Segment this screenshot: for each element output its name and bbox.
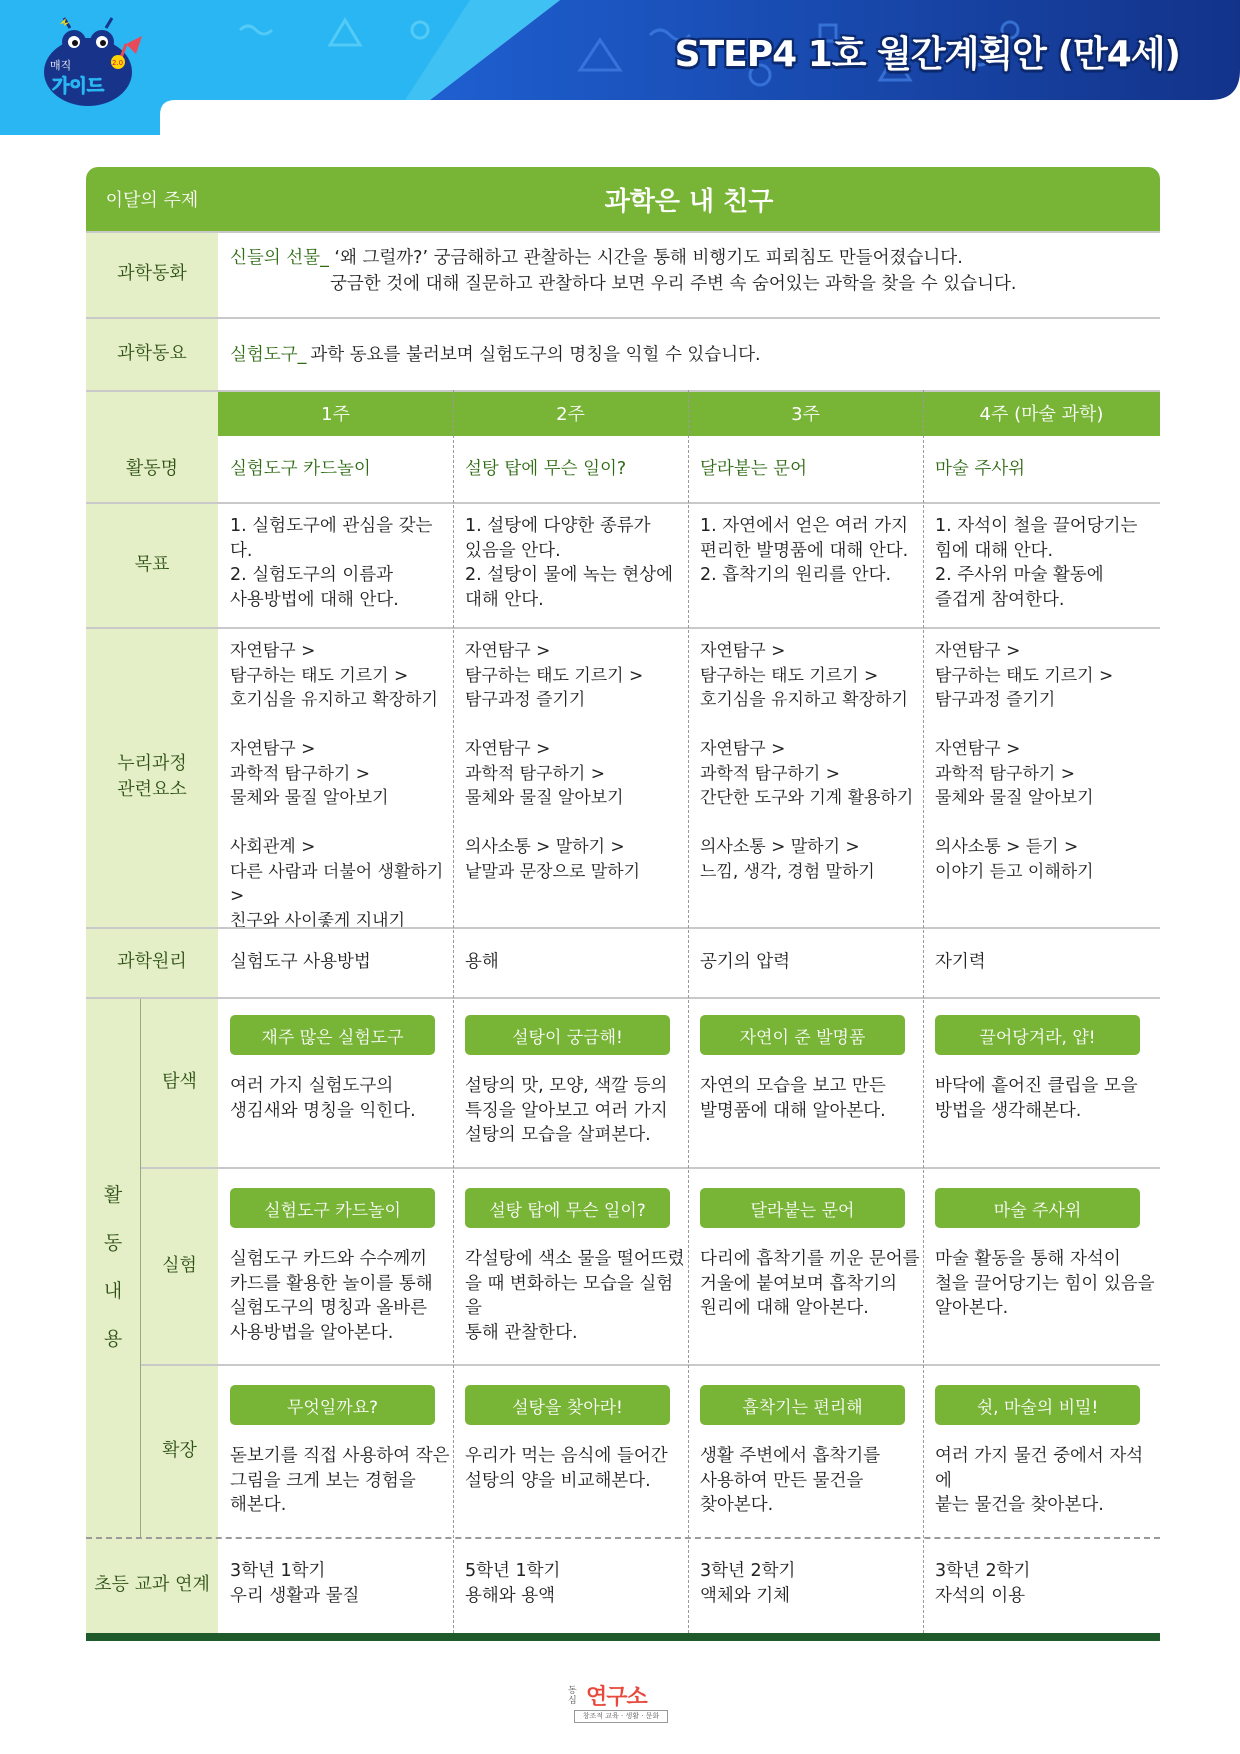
experiment-text-week-1: 실험도구 카드와 수수께끼 카드를 활용한 놀이를 통해 실험도구의 명칭과 올바른 사용방법을 알아본다. xyxy=(230,1249,433,1343)
story-line-1: ‘왜 그럴까?’ 궁금해하고 관찰하는 시간을 통해 비행기도 피뢰침도 만들어졌습니다. xyxy=(334,248,963,268)
column-divider xyxy=(923,390,924,1633)
experiment-title-week-4: 마술 주사위 xyxy=(935,1188,1140,1228)
nuri-week-2: 자연탐구 > 탐구하는 태도 기르기 > 탐구과정 즐기기 자연탐구 > 과학적 탐구하기 > 물체와 물질 알아보기 의사소통 > 말하기 > 낱말과 문장으로 말하기 xyxy=(465,641,644,882)
story-label: 과학동화 xyxy=(86,231,218,317)
activity-name-week-1: 실험도구 카드놀이 xyxy=(230,458,371,479)
theme-value: 과학은 내 친구 xyxy=(218,167,1160,231)
principle-week-4: 자기력 xyxy=(935,951,986,972)
column-divider xyxy=(453,390,454,1633)
week-4-header: 4주 (마술 과학) xyxy=(923,390,1160,436)
row-divider xyxy=(141,1167,1160,1169)
week-header-blank xyxy=(86,390,218,436)
explore-text-week-2: 설탕의 맛, 모양, 색깔 등의 특징을 알아보고 여러 가지 설탕의 모습을 살펴본다. xyxy=(465,1076,668,1145)
theme-label: 이달의 주제 xyxy=(86,167,218,231)
song-content xyxy=(218,317,1160,390)
experiment-title-week-3: 달라붙는 문어 xyxy=(700,1188,905,1228)
explore-title-week-4: 끌어당겨라, 얍! xyxy=(935,1015,1140,1055)
extension-text-week-3: 생활 주변에서 흡착기를 사용하여 만든 물건을 찾아본다. xyxy=(700,1446,881,1515)
activities-label-char-1: 활 xyxy=(103,1184,123,1206)
goal-week-3: 1. 자연에서 얻은 여러 가지 편리한 발명품에 대해 안다. 2. 흡착기의 원리를 안다. xyxy=(700,516,909,585)
nuri-week-4: 자연탐구 > 탐구하는 태도 기르기 > 탐구과정 즐기기 자연탐구 > 과학적 탐구하기 > 물체와 물질 알아보기 의사소통 > 듣기 > 이야기 듣고 이해하기 xyxy=(935,641,1114,882)
row-divider xyxy=(86,390,1160,392)
activities-label-char-2: 동 xyxy=(103,1232,123,1254)
curriculum-week-3: 3학년 2학기 액체와 기체 xyxy=(700,1561,796,1606)
nuri-label xyxy=(86,627,218,927)
curriculum-week-1: 3학년 1학기 우리 생활과 물질 xyxy=(230,1561,360,1606)
experiment-label: 실험 xyxy=(141,1167,218,1364)
goal-week-2: 1. 설탕에 다양한 종류가 있음을 안다. 2. 설탕이 물에 녹는 현상에 대해 안다. xyxy=(465,516,673,610)
experiment-text-week-2: 각설탕에 색소 물을 떨어뜨렸 을 때 변화하는 모습을 실험을 통해 관찰한다. xyxy=(465,1249,685,1343)
column-divider xyxy=(688,390,689,1633)
explore-text-week-4: 바닥에 흩어진 클립을 모을 방법을 생각해본다. xyxy=(935,1076,1138,1121)
extension-title-week-3: 흡착기는 편리해 xyxy=(700,1385,905,1425)
svg-text:2.0: 2.0 xyxy=(112,59,124,67)
publisher-logo xyxy=(568,1680,672,1730)
extension-title-week-4: 쉿, 마술의 비밀! xyxy=(935,1385,1140,1425)
song-label: 과학동요 xyxy=(86,317,218,390)
activity-name-label: 활동명 xyxy=(86,436,218,502)
goal-label: 목표 xyxy=(86,502,218,627)
week-2-header: 2주 xyxy=(453,390,688,436)
goal-week-1: 1. 실험도구에 관심을 갖는다. 2. 실험도구의 이름과 사용방법에 대해 안다. xyxy=(230,516,433,610)
page-title: STEP4 1호 월간계획안 (만4세) xyxy=(674,34,1180,75)
page-header xyxy=(0,0,1240,135)
experiment-title-week-1: 실험도구 카드놀이 xyxy=(230,1188,435,1228)
brand-tagline: 창조적 교육 · 생활 · 문화 xyxy=(574,1710,668,1723)
story-title: 신들의 선물_ xyxy=(230,248,329,268)
monthly-plan-table xyxy=(86,167,1160,1642)
explore-title-week-3: 자연이 준 발명품 xyxy=(700,1015,905,1055)
song-title: 실험도구_ xyxy=(230,345,307,365)
explore-text-week-1: 여러 가지 실험도구의 생김새와 명칭을 익힌다. xyxy=(230,1076,416,1121)
activities-label-char-3: 내 xyxy=(103,1280,123,1302)
row-divider xyxy=(86,231,1160,233)
row-divider xyxy=(86,502,1160,504)
activity-name-week-3: 달라붙는 문어 xyxy=(700,458,807,479)
activities-group-label xyxy=(86,997,140,1537)
principle-week-2: 용해 xyxy=(465,951,499,972)
song-text: 과학 동요를 불러보며 실험도구의 명칭을 익힐 수 있습니다. xyxy=(310,345,761,365)
extension-title-week-1: 무엇일까요? xyxy=(230,1385,435,1425)
nuri-week-1: 자연탐구 > 탐구하는 태도 기르기 > 호기심을 유지하고 확장하기 자연탐구 > 과학적 탐구하기 > 물체와 물질 알아보기 사회관계 > 다른 사람과 더불어 생활하기 > 친구와 사이좋게 지내기 xyxy=(230,641,444,931)
extension-text-week-2: 우리가 먹는 음식에 들어간 설탕의 양을 비교해본다. xyxy=(465,1446,668,1491)
nuri-label-line-2: 관련요소 xyxy=(117,779,187,800)
row-divider xyxy=(86,997,1160,999)
experiment-text-week-3: 다리에 흡착기를 끼운 문어를 거울에 붙여보며 흡착기의 원리에 대해 알아본다. xyxy=(700,1249,920,1318)
svg-text:매직: 매직 xyxy=(50,59,72,72)
row-divider xyxy=(86,627,1160,629)
explore-label: 탐색 xyxy=(141,997,218,1167)
row-divider xyxy=(86,1537,1160,1539)
story-line-2: 궁금한 것에 대해 질문하고 관찰하다 보면 우리 주변 속 숨어있는 과학을 찾을 수 있습니다. xyxy=(330,274,1017,294)
explore-text-week-3: 자연의 모습을 보고 만든 발명품에 대해 알아본다. xyxy=(700,1076,886,1121)
row-divider xyxy=(86,317,1160,319)
story-content xyxy=(218,231,1160,317)
extension-title-week-2: 설탕을 찾아라! xyxy=(465,1385,670,1425)
goal-week-4: 1. 자석이 철을 끌어당기는 힘에 대해 안다. 2. 주사위 마술 활동에 즐겁게 참여한다. xyxy=(935,516,1138,610)
curriculum-label: 초등 교과 연계 xyxy=(86,1537,218,1633)
nuri-label-line-1: 누리과정 xyxy=(117,753,187,774)
activity-name-week-2: 설탕 탑에 무슨 일이? xyxy=(465,458,627,479)
brand-main: 연구소 xyxy=(586,1685,647,1710)
extension-label: 확장 xyxy=(141,1364,218,1537)
principle-label: 과학원리 xyxy=(86,927,218,997)
principle-week-1: 실험도구 사용방법 xyxy=(230,951,371,972)
magic-guide-logo xyxy=(30,14,150,114)
nuri-week-3: 자연탐구 > 탐구하는 태도 기르기 > 호기심을 유지하고 확장하기 자연탐구 > 과학적 탐구하기 > 간단한 도구와 기계 활용하기 의사소통 > 말하기 > 느낌, 생각, 경험 말하기 xyxy=(700,641,914,882)
explore-title-week-1: 재주 많은 실험도구 xyxy=(230,1015,435,1055)
week-1-header: 1주 xyxy=(218,390,453,436)
activity-name-week-4: 마술 주사위 xyxy=(935,458,1026,479)
week-3-header: 3주 xyxy=(688,390,923,436)
experiment-title-week-2: 설탕 탑에 무슨 일이? xyxy=(465,1188,670,1228)
row-divider xyxy=(141,1364,1160,1366)
curriculum-week-2: 5학년 1학기 용해와 용액 xyxy=(465,1561,561,1606)
table-bottom-bar xyxy=(86,1633,1160,1641)
svg-text:가이드: 가이드 xyxy=(52,76,105,97)
extension-text-week-1: 돋보기를 직접 사용하여 작은 그림을 크게 보는 경험을 해본다. xyxy=(230,1446,450,1515)
explore-title-week-2: 설탕이 궁금해! xyxy=(465,1015,670,1055)
brand-small: 동심 xyxy=(568,1686,577,1706)
experiment-text-week-4: 마술 활동을 통해 자석이 철을 끌어당기는 힘이 있음을 알아본다. xyxy=(935,1249,1155,1318)
curriculum-week-4: 3학년 2학기 자석의 이용 xyxy=(935,1561,1031,1606)
principle-week-3: 공기의 압력 xyxy=(700,951,791,972)
row-divider xyxy=(86,927,1160,929)
extension-text-week-4: 여러 가지 물건 중에서 자석에 붙는 물건을 찾아본다. xyxy=(935,1446,1144,1515)
activities-label-char-4: 용 xyxy=(103,1328,123,1350)
